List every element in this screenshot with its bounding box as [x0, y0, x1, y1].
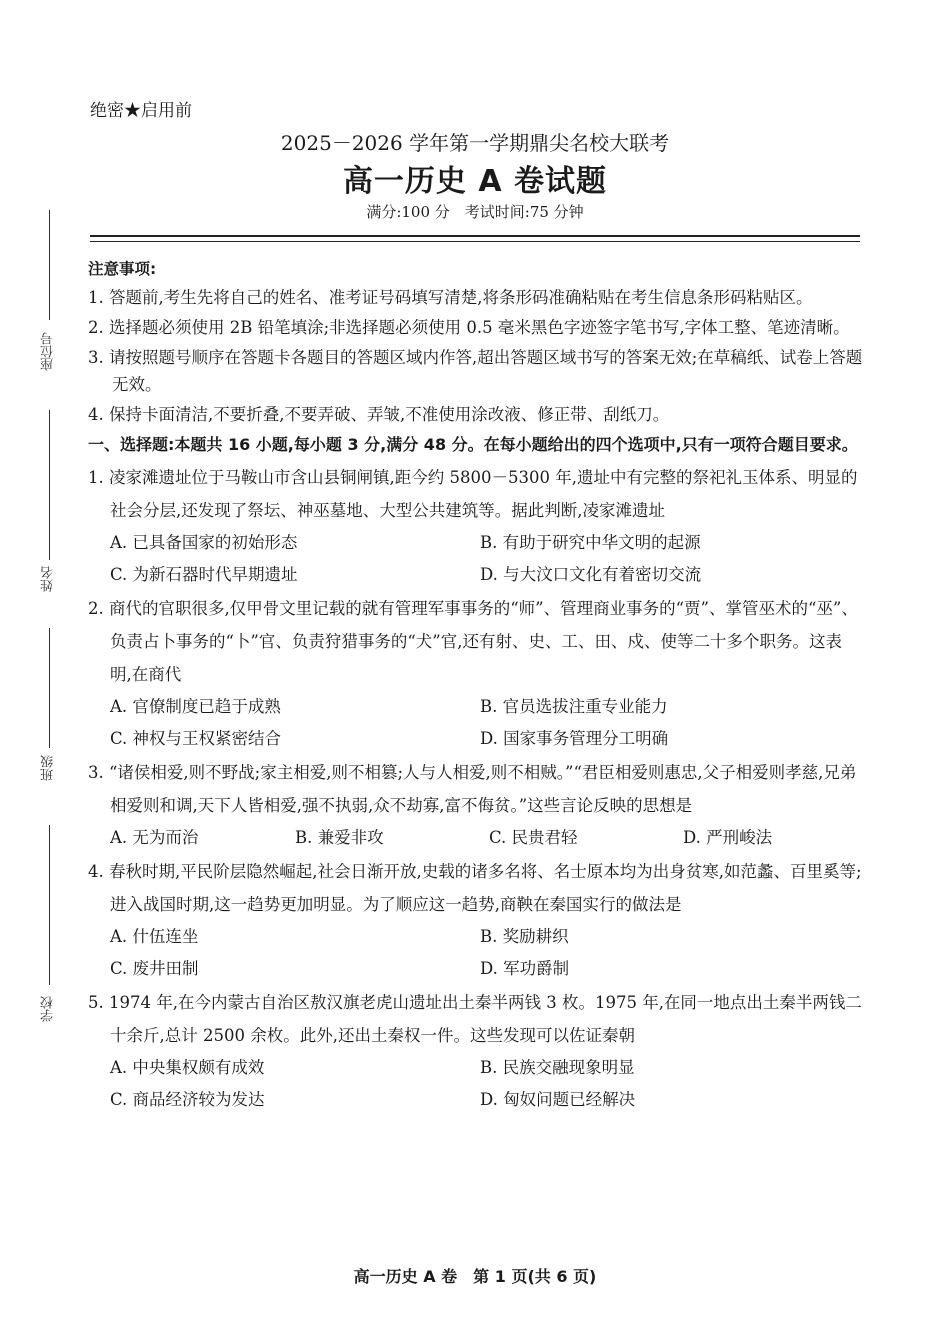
- note-item: 4. 保持卡面清洁,不要折叠,不要弄破、弄皱,不准使用涂改液、修正带、刮纸刀。: [88, 405, 670, 424]
- option-d: D. 严刑峻法: [683, 828, 773, 847]
- section-heading: 一、选择题:本题共 16 小题,每小题 3 分,满分 48 分。在每小题给出的四个选项中,只有一项符合题目要求。: [88, 435, 858, 454]
- option-a: A. 中央集权颇有成效: [110, 1058, 265, 1077]
- option-b: B. 官员选拔注重专业能力: [480, 697, 668, 716]
- binding-line: [49, 210, 50, 320]
- option-c: C. 神权与王权紧密结合: [110, 729, 282, 748]
- option-a: A. 已具备国家的初始形态: [110, 533, 298, 552]
- note-item: 1. 答题前,考生先将自己的姓名、准考证号码填写清楚,将条形码准确粘贴在考生信息条形码粘贴区。: [88, 288, 813, 307]
- option-c: C. 废井田制: [110, 959, 199, 978]
- question-options: [88, 1052, 863, 1116]
- option-b: B. 民族交融现象明显: [480, 1058, 635, 1077]
- paper-title: 高一历史 A 卷试题: [342, 164, 608, 199]
- header-divider: [90, 235, 860, 237]
- option-d: D. 与大汶口文化有着密切交流: [480, 565, 702, 584]
- option-b: B. 有助于研究中华文明的起源: [480, 533, 701, 552]
- option-c: C. 民贵君轻: [489, 828, 578, 847]
- header-divider-thin: [90, 241, 860, 242]
- option-d: D. 匈奴问题已经解决: [480, 1090, 636, 1109]
- option-c: C. 为新石器时代早期遗址: [110, 565, 298, 584]
- question-stem: 3. “诸侯相爱,则不野战;家主相爱,则不相篡;人与人相爱,则不相贼。”“君臣相爱则惠忠,父子相爱则孝慈,兄弟相爱则和调,天下人皆相爱,强不执弱,众不劫寡,富不侮贫。”这些言论反映的思想是: [88, 763, 857, 815]
- question-stem: 2. 商代的官职很多,仅甲骨文里记载的就有管理军事事务的“师”、管理商业事务的“贾”、掌管巫术的“巫”、负责占卜事务的“卜”官、负责狩猎事务的“犬”官,还有射、史、工、田、戍、使等二十多个职务。这表明,在商代: [88, 599, 858, 684]
- notes-heading: 注意事项:: [88, 260, 157, 278]
- option-a: A. 无为而治: [110, 828, 199, 847]
- note-item: 3. 请按照题号顺序在答题卡各题目的答题区域内作答,超出答题区域书写的答案无效;在草稿纸、试卷上答题无效。: [88, 348, 863, 394]
- option-d: D. 军功爵制: [480, 959, 570, 978]
- option-d: D. 国家事务管理分工明确: [480, 729, 669, 748]
- option-c: C. 商品经济较为发达: [110, 1090, 265, 1109]
- question-options: [88, 527, 863, 591]
- option-b: B. 奖励耕织: [480, 927, 569, 946]
- confidential-mark: 绝密★启用前: [90, 101, 192, 121]
- option-b: B. 兼爱非攻: [295, 828, 384, 847]
- score-time-info: 满分:100 分 考试时间:75 分钟: [366, 203, 584, 221]
- note-item: 2. 选择题必须使用 2B 铅笔填涂;非选择题必须使用 0.5 毫米黑色字迹签字笔书写,字体工整、笔迹清晰。: [88, 318, 850, 337]
- school-label: 学校: [41, 996, 56, 1022]
- question-stem: 1. 凌家滩遗址位于马鞍山市含山县铜闸镇,距今约 5800－5300 年,遗址中有完整的祭祀礼玉体系、明显的社会分层,还发现了祭坛、神巫墓地、大型公共建筑等。据此判断,凌家滩遗址: [88, 468, 858, 520]
- option-a: A. 什伍连坐: [110, 927, 199, 946]
- name-label: 姓名: [41, 566, 56, 592]
- exam-content: [88, 256, 863, 1116]
- question-options: [88, 921, 863, 985]
- question-stem: 5. 1974 年,在今内蒙古自治区敖汉旗老虎山遗址出土秦半两钱 3 枚。1975 年,在同一地点出土秦半两钱二十余斤,总计 2500 余枚。此外,还出土秦权一件。这些发现可以佐证秦朝: [88, 993, 862, 1045]
- question-options: [88, 822, 863, 854]
- question-stem: 4. 春秋时期,平民阶层隐然崛起,社会日渐开放,史载的诸多名将、名士原本均为出身贫寒,如范蠡、百里奚等;进入战国时期,这一趋势更加明显。为了顺应这一趋势,商鞅在秦国实行的做法是: [88, 862, 862, 914]
- binding-strip: [0, 100, 78, 1120]
- page-footer: 高一历史 A 卷 第 1 页(共 6 页): [353, 1267, 597, 1286]
- binding-line: [49, 628, 50, 748]
- class-label: 班级: [41, 755, 56, 781]
- binding-line: [49, 410, 50, 560]
- exam-name: 2025－2026 学年第一学期鼎尖名校大联考: [280, 131, 670, 155]
- option-a: A. 官僚制度已趋于成熟: [110, 697, 281, 716]
- binding-line: [49, 825, 50, 985]
- question-options: [88, 691, 863, 755]
- seat-number-label: 座位号: [41, 332, 56, 371]
